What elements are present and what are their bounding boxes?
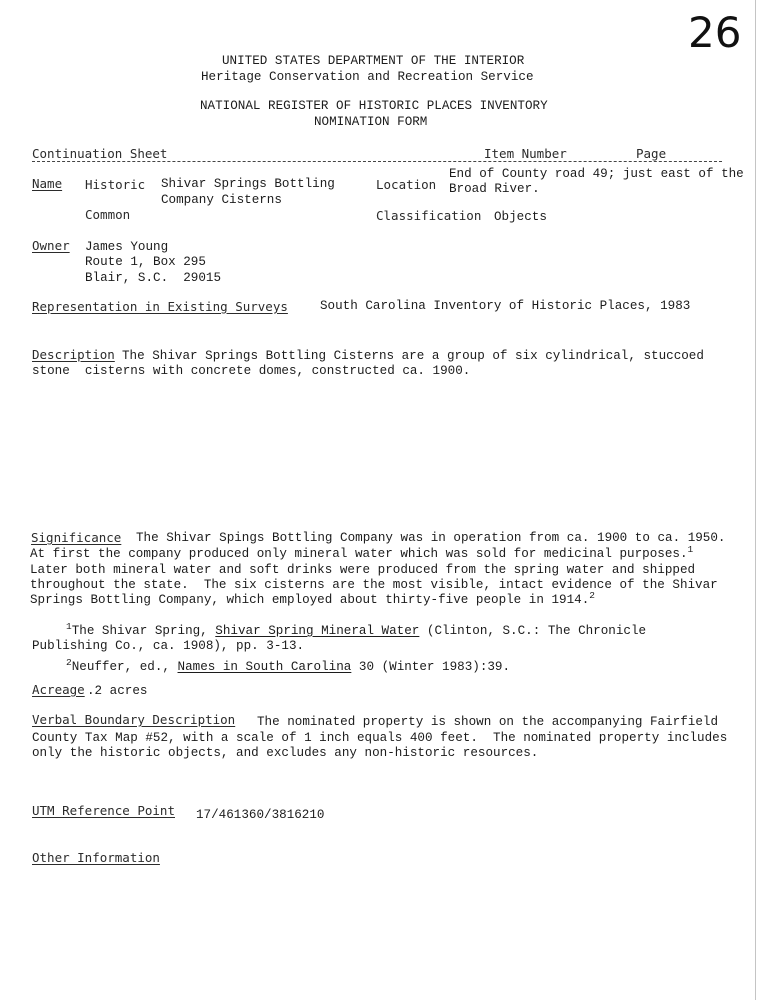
continuation-sheet-label: Continuation Sheet [32,146,168,161]
significance-line-5 [30,590,595,608]
footnote-1-after: (Clinton, S.C.: The Chronicle [419,624,647,638]
verbal-boundary-label: Verbal Boundary Description [32,712,236,727]
historic-label: Historic [85,177,146,192]
significance-line-2 [30,544,694,562]
footnote-ref-2: 2 [589,590,595,601]
common-label: Common [85,207,131,222]
classification-label: Classification [376,208,482,223]
owner-line-2: Route 1, Box 295 [85,255,206,269]
verbal-boundary-line-1: The nominated property is shown on the accompanying Fairfield [257,715,719,729]
acreage-value: .2 acres [87,684,148,698]
significance-label: Significance [31,530,122,545]
location-line-2: Broad River. [449,182,540,196]
verbal-boundary-line-3: only the historic objects, and excludes any non-historic resources. [32,746,539,760]
significance-line-1: The Shivar Spings Bottling Company was in operation from ca. 1900 to ca. 1950. [136,531,726,545]
footnote-1 [66,621,647,639]
header-register: NATIONAL REGISTER OF HISTORIC PLACES INVENTORY [200,99,548,113]
page-edge-line [755,0,756,1000]
representation-value: South Carolina Inventory of Historic Places, 1983 [320,299,691,313]
description-line-1: The Shivar Springs Bottling Cisterns are a group of six cylindrical, stuccoed [122,349,704,363]
footnote-2-before: Neuffer, ed., [71,660,178,674]
owner-line-1: James Young [85,240,169,254]
footnote-1-marker: 1 [66,621,72,632]
footnote-2-marker: 2 [66,657,72,668]
footnote-ref-1: 1 [687,544,694,555]
significance-line-2-text: At first the company produced only mineral water which was sold for medicinal purposes. [30,547,688,561]
historic-name-line-2: Company Cisterns [161,193,282,207]
description-label: Description [32,347,115,362]
acreage-label: Acreage [32,682,85,697]
footnote-2-after: 30 (Winter 1983):39. [351,660,511,674]
header-form-title: NOMINATION FORM [314,115,428,129]
footnote-1-continuation: Publishing Co., ca. 1908), pp. 3-13. [32,639,305,653]
owner-line-3: Blair, S.C. 29015 [85,271,222,285]
other-information-label: Other Information [32,850,160,865]
verbal-boundary-line-2: County Tax Map #52, with a scale of 1 inch equals 400 feet. The nominated property includes [32,731,728,745]
footnote-1-before: The Shivar Spring, [71,624,216,638]
location-line-1: End of County road 49; just east of the [449,167,744,181]
continuation-rule [32,161,722,162]
handwritten-page-number: 26 [688,8,742,57]
significance-line-4: throughout the state. The six cisterns are the most visible, intact evidence of the Shivar [30,578,718,592]
page-label: Page [636,146,667,161]
footnote-1-title: Shivar Spring Mineral Water [215,624,420,638]
utm-value: 17/461360/3816210 [196,808,325,822]
utm-label: UTM Reference Point [32,803,175,818]
classification-value: Objects [494,210,547,224]
owner-label: Owner [32,238,70,253]
historic-name-line-1: Shivar Springs Bottling [161,177,335,191]
description-line-2: stone cisterns with concrete domes, constructed ca. 1900. [32,364,471,378]
significance-line-5-text: Springs Bottling Company, which employed about thirty-five people in 1914. [30,593,590,607]
item-number-label: Item Number [484,146,567,161]
representation-label: Representation in Existing Surveys [32,299,288,314]
header-service: Heritage Conservation and Recreation Service [201,70,534,84]
header-department: UNITED STATES DEPARTMENT OF THE INTERIOR [222,54,525,68]
name-label: Name [32,176,63,191]
footnote-2 [66,657,511,675]
location-label: Location [376,177,437,192]
footnote-2-title: Names in South Carolina [177,660,352,674]
significance-line-3: Later both mineral water and soft drinks were produced from the spring water and shipped [30,563,696,577]
